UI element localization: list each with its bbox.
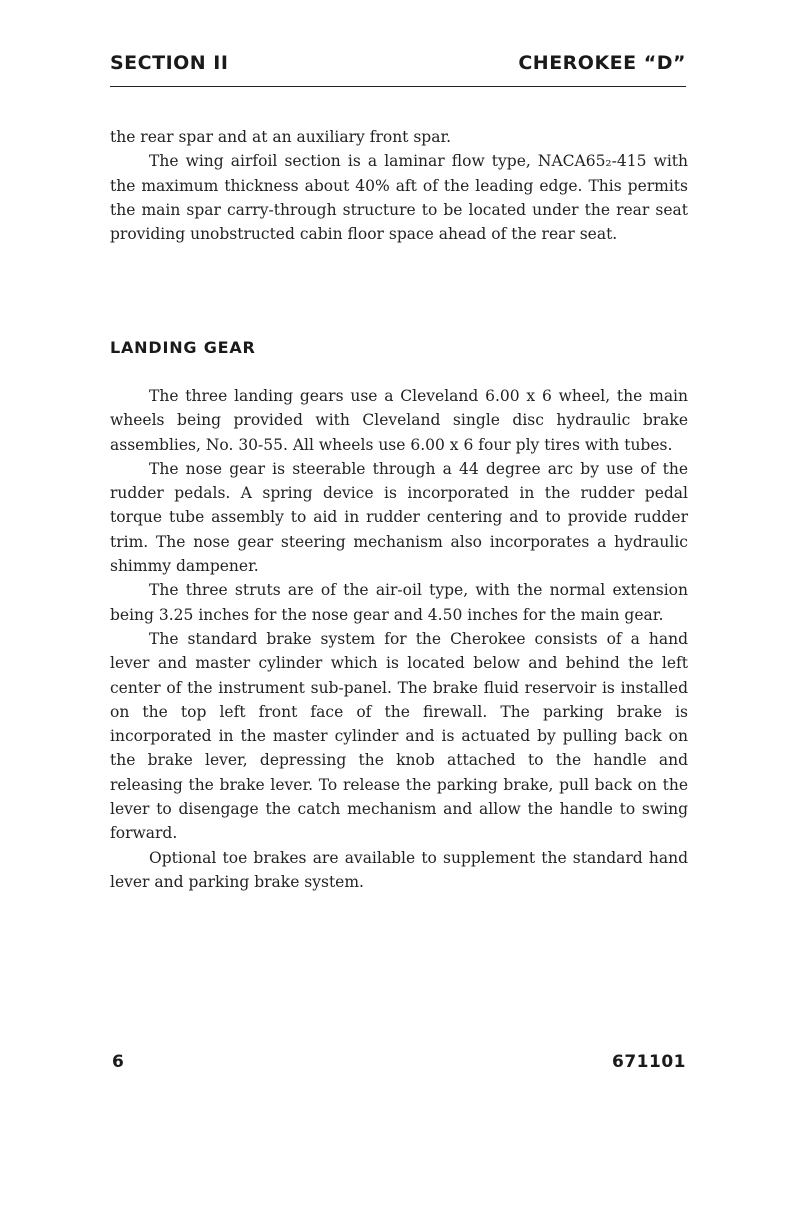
intro-paragraph-1: the rear spar and at an auxiliary front spar. bbox=[110, 128, 452, 146]
section-label: SECTION II bbox=[110, 52, 229, 74]
intro-section bbox=[110, 125, 688, 246]
document-number: 671101 bbox=[612, 1052, 686, 1072]
landing-gear-paragraph-3: The three struts are of the air-oil type, with the normal extension being 3.25 inches for the nose gear and 4.50 inches for the main gear. bbox=[110, 581, 688, 624]
landing-gear-section bbox=[110, 384, 688, 894]
landing-gear-paragraph-4: The standard brake system for the Cherokee consists of a hand lever and master cylinder which is located below and behind the left center of the instrument sub-panel. The brake fluid reservoir is installed on the top left front face of the firewall. The parking brake is incorporated in the master cylinder and is actuated by pulling back on the brake lever, depressing the knob attached to the handle and releasing the brake lever. To release the parking brake, pull back on the lever to disengage the catch mechanism and allow the handle to swing forward. bbox=[110, 629, 688, 843]
manual-title: CHEROKEE “D” bbox=[518, 52, 686, 74]
page-header bbox=[110, 52, 686, 82]
section-heading-landing-gear: LANDING GEAR bbox=[110, 338, 256, 357]
landing-gear-paragraph-5: Optional toe brakes are available to supplement the standard hand lever and parking brake system. bbox=[110, 848, 688, 891]
intro-paragraph-2: The wing airfoil section is a laminar flow type, NACA65₂-415 with the maximum thickness about 40% aft of the leading edge. This permits the main spar carry-through structure to be located under the rear seat providing unobstructed cabin floor space ahead of the rear seat. bbox=[110, 152, 688, 244]
page-number: 6 bbox=[112, 1052, 124, 1072]
header-divider bbox=[110, 86, 686, 87]
landing-gear-paragraph-2: The nose gear is steerable through a 44 degree arc by use of the rudder pedals. A spring device is incorporated in the rudder pedal torque tube assembly to aid in rudder centering and to provide rudder trim. The nose gear steering mechanism also incorporates a hydraulic shimmy dampener. bbox=[110, 459, 688, 576]
landing-gear-paragraph-1: The three landing gears use a Cleveland 6.00 x 6 wheel, the main wheels being provided with Cleveland single disc hydraulic brake assemblies, No. 30-55. All wheels use 6.00 x 6 four ply tires with tubes. bbox=[110, 387, 688, 454]
